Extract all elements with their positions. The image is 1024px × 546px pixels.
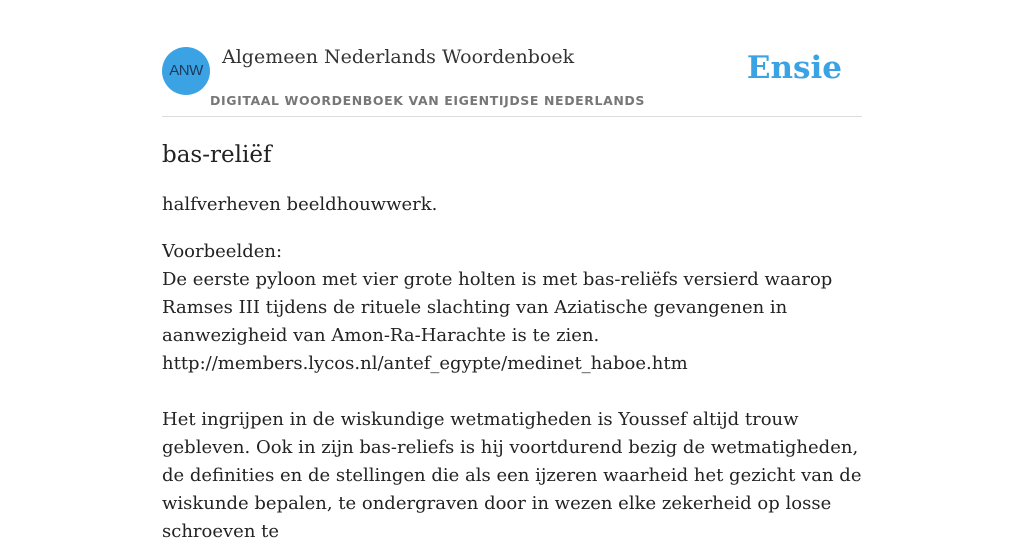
- anw-logo[interactable]: ANW: [162, 47, 210, 95]
- ensie-brand-logo[interactable]: Ensie: [746, 50, 842, 86]
- example-text: Het ingrijpen in de wiskundige wetmatigheden is Youssef altijd trouw gebleven. Ook in zijn bas-reliefs is hij voortdurend bezig de wetmatigheden, de definities en de stellingen die als een ijzeren waarheid het gezicht van de wiskunde bepalen, te ondergraven door in wezen elke zekerheid op losse schroeven te: [162, 409, 862, 542]
- entry-headword: bas-reliëf: [162, 142, 272, 168]
- site-subtitle: DIGITAAL WOORDENBOEK VAN EIGENTIJDSE NEDERLANDS: [210, 93, 646, 108]
- examples-section: [162, 238, 862, 546]
- site-header: [162, 0, 862, 117]
- example-text: De eerste pyloon met vier grote holten is met bas-reliëfs versierd waarop Ramses III tijdens de rituele slachting van Aziatische gevangenen in aanwezigheid van Amon-Ra-Harachte is te zien.: [162, 269, 833, 346]
- site-title[interactable]: Algemeen Nederlands Woordenboek: [222, 46, 575, 68]
- entry-definition: halfverheven beeldhouwwerk.: [162, 194, 438, 215]
- example-source: http://members.lycos.nl/antef_egypte/medinet_haboe.htm: [162, 353, 688, 374]
- entry-content: [162, 138, 862, 546]
- example-separator: [162, 378, 862, 406]
- examples-label: Voorbeelden:: [162, 241, 283, 262]
